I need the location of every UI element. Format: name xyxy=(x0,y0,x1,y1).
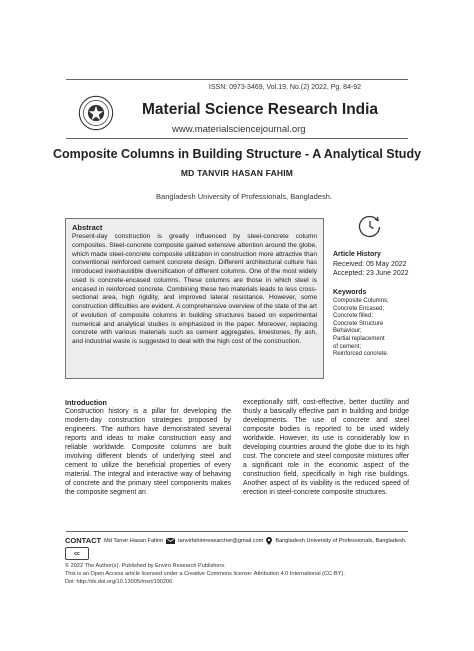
abstract-text: Present-day construction is greatly influenced by steel-concrete column composites. Steel-concrete composite gained extensive attention around the globe, which made steel-concrete composite utilization in construction more attractive than conventional reinforced cement concrete design. Different architectural culture has introduced inexhaustible diversification of different columns. One of the most widely used is concrete-encased columns. These columns are those in which steel is encased in reinforced concrete. Combining these two materials leads to less cross-sectional area, high rigidity, and improved lateral resistance. However, some construction difficulties are evident. A comprehensive overview of the state of the art of evolution of composite columns in building structures based on experimental numerical and analytical studies is emphasized in the paper. Moreover, replacing concrete with various materials such as cement aggregates, limestones, fly ash, and industrial waste is suggested to deal with the high cost of the construction. xyxy=(72,233,317,345)
accepted-date: Accepted: 23 June 2022 xyxy=(333,270,409,277)
contact-name: Md Tanvir Hasan Fahim xyxy=(104,537,164,544)
article-history-heading: Article History xyxy=(333,251,381,258)
creative-commons-badge-icon xyxy=(65,547,89,560)
keyword-item: Reinforced concrete. xyxy=(333,351,389,358)
contact-label: CONTACT xyxy=(65,536,102,545)
author-affiliation: Bangladesh University of Professionals, Bangladesh. xyxy=(156,192,332,201)
contact-line xyxy=(65,536,407,545)
copyright-line: © 2022 The Author(s). Published by Enviro Research Publishers. xyxy=(65,563,226,569)
copyright-block xyxy=(65,562,345,586)
footer-rule xyxy=(66,531,408,532)
abstract-heading: Abstract xyxy=(72,223,103,232)
clock-icon xyxy=(358,214,382,238)
location-pin-icon xyxy=(266,537,272,545)
keyword-item: Behaviour; xyxy=(333,328,362,335)
header-top-rule xyxy=(66,79,408,80)
email-icon xyxy=(166,538,175,544)
keyword-item: Concrete Encased; xyxy=(333,305,385,312)
header-bottom-rule xyxy=(66,138,408,139)
license-line: This is an Open Access article licensed under a Creative Commons license: Attribution 4.0 International (CC-BY). xyxy=(65,571,345,577)
paper-title: Composite Columns in Building Structure - A Analytical Study xyxy=(52,147,422,161)
issn-line: ISSN: 0973-3469, Vol.19, No.(2) 2022, Pg. 84-92 xyxy=(208,84,362,91)
introduction-heading: Introduction xyxy=(65,398,107,407)
contact-address: Bangladesh University of Professionals, Bangladesh. xyxy=(275,537,407,544)
introduction-left-column xyxy=(65,398,231,497)
journal-url[interactable]: www.materialsciencejournal.org xyxy=(172,124,306,135)
contact-email[interactable]: tanvirfahimresearcher@gmail.com xyxy=(178,537,264,544)
keywords-heading: Keywords xyxy=(333,289,367,296)
journal-logo-icon xyxy=(78,95,114,131)
cc-label: cc xyxy=(74,550,80,557)
keywords-list xyxy=(333,298,419,359)
received-date: Received: 05 May 2022 xyxy=(333,261,407,268)
keyword-item: Partial replacement xyxy=(333,335,385,342)
journal-title: Material Science Research India xyxy=(142,101,379,118)
introduction-right-column xyxy=(243,398,409,497)
doi-line[interactable]: Doi: http://dx.doi.org/10.13005/msri/190206 xyxy=(65,579,173,585)
keyword-item: Concrete filled; xyxy=(333,313,374,320)
introduction-text-right: exceptionally stiff, cost-effective, better ductility and thusly a basically effective part in building and bridge developments. The use of concrete and steel composite bodies is reported to be used widely worldwide. However, its use is considerably low in developing countries around the globe due to its high cost. The concrete and steel composite mixtures offer a significant role in the economic aspect of the construction field, specifically in high rise buildings. Another aspect of its viability is the reduced speed of erection in steel-concrete composite structures. xyxy=(243,399,409,496)
introduction-text-left: Construction history is a pillar for developing the modern-day construction strategies proposed by engineers. The authors have demonstrated several reports and ideas to make construction easy and reliable worldwide. Composite columns are built involving different blends of underlying steel and cement to utilize the beneficial properties of every material. The integral and interactive way of behaving of concrete and the primary steel components makes the composite segment an xyxy=(65,408,231,496)
keyword-item: Composite Columns; xyxy=(333,298,389,304)
keyword-item: Concrete Structure xyxy=(333,320,384,327)
keyword-item: of cement; xyxy=(333,343,362,350)
paper-author: MD TANVIR HASAN FAHIM xyxy=(180,168,294,178)
abstract-box xyxy=(65,218,324,379)
